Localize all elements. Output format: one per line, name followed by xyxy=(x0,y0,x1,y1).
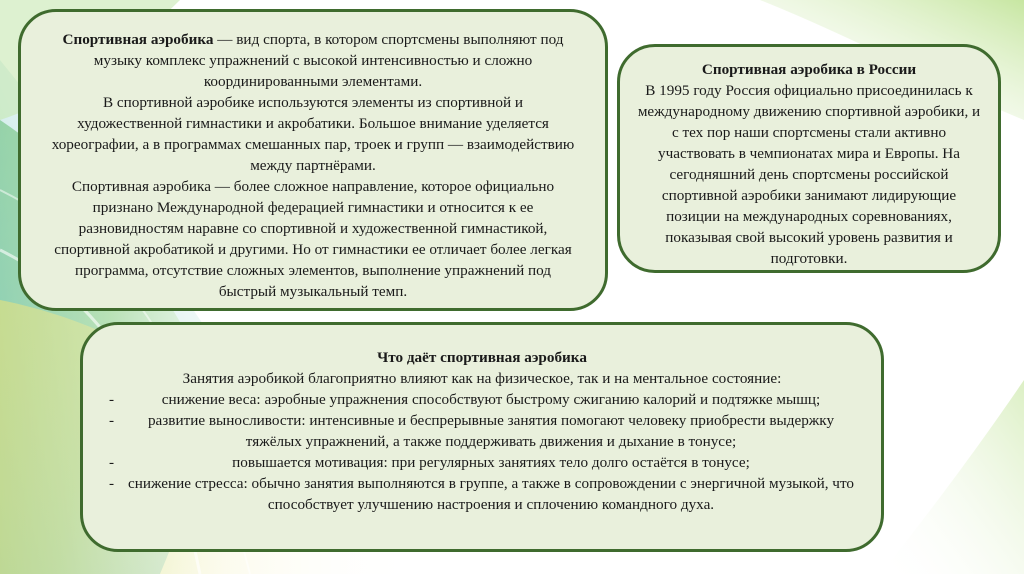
definition-term: Спортивная аэробика xyxy=(62,31,214,48)
benefit-motivation: повышается мотивация: при регулярных занятиях тело долго остаётся в тонусе; xyxy=(232,454,750,471)
aerobics-definition-card xyxy=(18,9,608,311)
benefit-weight-loss: снижение веса: аэробные упражнения способствуют быстрому сжиганию калорий и подтяжке мышц; xyxy=(161,391,821,408)
benefit-endurance: развитие выносливости: интенсивные и беспрерывные занятия помогают человеку приобрести выдержку тяжёлых упражнений, а также поддерживать движения и дыхание в тонусе; xyxy=(147,412,835,450)
benefits-card-title: Что даёт спортивная аэробика xyxy=(377,349,587,366)
benefit-item xyxy=(109,473,855,515)
benefit-item xyxy=(109,452,855,473)
definition-text: — вид спорта, в котором спортсмены выполняют под музыку комплекс упражнений с высокой интенсивностью и сложно координированными элементами. xyxy=(93,31,564,90)
definition-paragraph xyxy=(51,29,575,92)
aerobics-in-russia-card xyxy=(617,44,1001,273)
russia-card-title: Спортивная аэробика в России xyxy=(701,61,917,78)
benefit-item xyxy=(109,410,855,452)
gymnastics-comparison-paragraph: Спортивная аэробика — более сложное направление, которое официально признано Международной федерацией гимнастики и относится к ее разновидностям наравне со спортивной и художественной гимнастикой, спортивной акробатикой и другими. Но от гимнастики ее отличает более легкая программа, отсутствие сложных элементов, выполнение упражнений под быстрый музыкальный темп. xyxy=(54,178,572,300)
elements-paragraph: В спортивной аэробике используются элементы из спортивной и художественной гимнастики и акробатики. Большое внимание уделяется хореографии, а в программах смешанных пар, троек и групп — взаимодействию между партнёрами. xyxy=(51,94,575,174)
dash-marker: - xyxy=(109,454,115,471)
dash-marker: - xyxy=(109,412,115,429)
benefit-stress-relief: снижение стресса: обычно занятия выполняются в группе, а также в сопровождении с энергичной музыкой, что способствует улучшению настроения и сплочению командного духа. xyxy=(128,475,854,513)
russia-card-body: В 1995 году Россия официально присоединилась к международному движению спортивной аэробики, и с тех пор наши спортсмены стали активно участвовать в чемпионатах мира и Европы. На сегодняшний день спортсмены российской спортивной аэробики занимают лидирующие позиции на международных соревнованиях, показывая свой высокий уровень развития и подготовки. xyxy=(637,82,981,267)
dash-marker: - xyxy=(109,391,115,408)
benefits-intro: Занятия аэробикой благоприятно влияют как на физическое, так и на ментальное состояние: xyxy=(182,370,782,387)
aerobics-benefits-card xyxy=(80,322,884,552)
dash-marker: - xyxy=(109,475,115,492)
benefit-item xyxy=(109,389,855,410)
